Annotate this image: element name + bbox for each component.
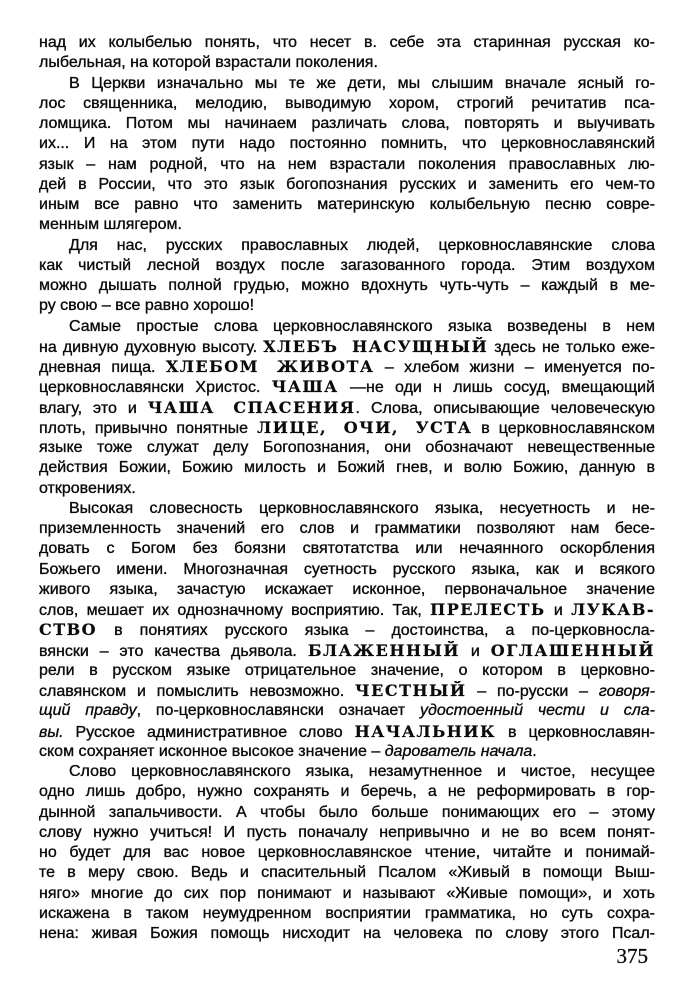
text-segment: .	[532, 742, 537, 760]
text-segment: дарователь начала	[384, 742, 533, 760]
text-segment: лос священника, мелодию, выводимую хором, строгий речитатив пса-	[39, 94, 655, 112]
text-segment: Слово церковнославянского языка, незамутненное и чистое, несущее	[69, 763, 655, 780]
text-line	[39, 803, 655, 823]
text-segment: как чистый лесной воздух после загазованного города. Этим воздухом	[39, 256, 655, 274]
text-line	[39, 843, 655, 863]
page-number: 375	[616, 944, 648, 968]
text-segment: одно лишь добро, нужно сохранять и беречь, а не реформировать в гор-	[39, 783, 655, 801]
text-segment: искажена в таком неумудренном восприятии грамматика, но суть сохра-	[39, 904, 655, 922]
text-segment: на дивную духовную высоту.	[39, 338, 264, 356]
text-line	[39, 661, 655, 681]
text-segment: живого языка, зачастую искажает исконное, первоначальное значение	[39, 580, 655, 598]
text-line	[39, 195, 655, 215]
text-line	[39, 884, 655, 904]
text-line	[39, 256, 655, 276]
text-segment: менным шлягером.	[39, 216, 182, 234]
text-segment: дынной запальчивости. А чтобы было больше понимающих его – этому	[39, 803, 655, 821]
text-segment: те в меру свою. Ведь и спасительный Псалом «Живый в помощи Выш-	[39, 864, 655, 882]
text-segment: но будет для вас новое церковнославянское чтение, читайте и понимай-	[39, 844, 655, 861]
text-line	[39, 479, 655, 499]
text-line	[39, 823, 655, 843]
text-line	[39, 357, 655, 377]
text-segment: щий правду	[39, 702, 137, 720]
text-segment: и	[545, 602, 572, 619]
church-slavonic-word: НАЧАЛЬНИК	[354, 721, 497, 741]
text-line	[39, 276, 655, 296]
church-slavonic-word: ХЛЕБОМ ЖИВОТА	[165, 357, 375, 376]
text-line	[39, 74, 655, 94]
text-line	[39, 681, 655, 701]
text-segment: откровениях.	[39, 479, 136, 497]
text-segment: ском сохраняет исконное высокое значение –	[39, 742, 385, 760]
church-slavonic-word: ЛИЦЕ, ОЧИ, УСТА	[257, 417, 473, 437]
text-segment: довать с Богом без боязни святотатства или нечаянного оскорбления	[39, 540, 655, 558]
text-segment: – по-русски –	[466, 683, 599, 700]
text-segment: в церковнославян-	[496, 723, 655, 741]
text-line	[39, 317, 655, 337]
text-segment: удостоенный чести и сла-	[420, 702, 655, 720]
text-segment: можно дышать полной грудью, можно вдохнуть чуть-чуть – каждый в ме-	[39, 277, 655, 294]
text-line	[39, 33, 655, 53]
text-segment: дневная пища.	[39, 359, 166, 376]
text-segment: в понятиях русского языка – достоинства, а по-церковносла-	[97, 622, 655, 640]
text-segment: нена: живая Божия помощь нисходит на человека по слову этого Псал-	[39, 925, 655, 942]
text-segment: Высокая словесность церковнославянского языка, несуетность и не-	[69, 499, 655, 517]
text-line	[39, 377, 655, 397]
text-segment: дей в России, что это язык богопознания русских и заменить его чем-то	[39, 175, 655, 193]
text-segment: язык – нам родной, что на нем взрастали поколения православных лю-	[39, 155, 655, 173]
text-line	[39, 924, 655, 944]
text-segment: приземленность значений его слов и грамматики позволяют нам бесе-	[39, 520, 655, 537]
text-line	[39, 94, 655, 114]
text-segment: вянски – это качества дьявола.	[39, 642, 308, 660]
text-line	[39, 438, 655, 458]
church-slavonic-word: ЧЕСТНЫЙ	[355, 681, 467, 700]
church-slavonic-word: СТВО	[39, 620, 98, 640]
text-line	[39, 53, 655, 73]
text-segment: вы.	[39, 723, 64, 741]
text-line	[39, 722, 655, 742]
text-segment: языке тоже служат делу Богопознания, они обозначают невещественные	[39, 439, 655, 456]
text-line	[39, 742, 655, 762]
text-line	[39, 418, 655, 438]
text-line	[39, 539, 655, 559]
text-segment: ру свою – все равно хорошо!	[39, 297, 255, 315]
text-line	[39, 114, 655, 134]
church-slavonic-word: ЧАША СПАСЕНИЯ	[147, 397, 356, 417]
text-segment: действия Божии, Божию милость и Божий гнев, и волю Божию, данную в	[39, 459, 655, 477]
text-segment: иным все равно что заменить материнскую колыбельную песню совре-	[39, 196, 655, 213]
text-segment: Божьего имени. Многозначная суетность русского языка, как и всякого	[39, 560, 655, 578]
text-line	[39, 519, 655, 539]
text-line	[39, 499, 655, 519]
church-slavonic-word: ЧАША	[271, 377, 339, 397]
text-segment: В Церкви изначально мы те же дети, мы слышим вначале ясный го-	[69, 74, 655, 92]
text-segment: в церковнославянском	[472, 419, 655, 437]
text-line	[39, 904, 655, 924]
text-line	[39, 296, 655, 316]
text-line	[39, 337, 655, 357]
text-segment: – хлебом жизни – именуется по-	[374, 359, 655, 376]
text-segment: Самые простые слова церковнославянского языка возведены в нем	[69, 317, 655, 335]
text-line	[39, 134, 655, 154]
text-segment: над их колыбелью понять, что несет в. себе эта старинная русская ко-	[39, 34, 655, 51]
church-slavonic-word: ХЛЕБЪ НАСУЩНЫЙ	[263, 336, 489, 356]
text-segment: —не оди н лишь сосуд, вмещающий	[338, 379, 655, 397]
text-line	[39, 398, 655, 418]
church-slavonic-word: ЛУКАВ-	[571, 600, 655, 619]
text-line	[39, 458, 655, 478]
text-line	[39, 620, 655, 640]
text-line	[39, 701, 655, 721]
text-line	[39, 600, 655, 620]
text-line	[39, 155, 655, 175]
text-segment: , по-церковнославянски означает	[136, 702, 420, 720]
text-line	[39, 215, 655, 235]
text-segment: рели в русском языке отрицательное значение, о котором в церковно-	[39, 661, 655, 679]
text-line	[39, 641, 655, 661]
text-segment: говоря-	[598, 683, 655, 700]
church-slavonic-word: ПРЕЛЕСТЬ	[430, 600, 546, 619]
text-line	[39, 863, 655, 883]
church-slavonic-word: БЛАЖЕННЫЙ	[307, 640, 460, 660]
text-segment: . Слова, описывающие человеческую	[355, 399, 655, 417]
text-segment: слов, мешает их однозначному восприятию. Так,	[39, 602, 431, 619]
text-line	[39, 175, 655, 195]
text-segment: и	[459, 642, 491, 660]
text-segment: их... И на этом пути надо постоянно помнить, что церковнославянский	[39, 135, 655, 153]
text-segment: славянском и помыслить невозможно.	[39, 683, 356, 700]
text-segment: здесь не только еже-	[488, 338, 655, 356]
text-segment: ломщика. Потом мы начинаем различать слова, повторять и выучивать	[39, 115, 655, 132]
text-segment: лыбельная, на которой взрастали поколения.	[39, 54, 378, 72]
church-slavonic-word: ОГЛАШЕННЫЙ	[490, 640, 655, 660]
text-segment: влагу, это и	[39, 399, 148, 417]
text-line	[39, 560, 655, 580]
text-segment: Для нас, русских православных людей, церковнославянские слова	[69, 236, 655, 254]
text-segment: церковнославянски Христос.	[39, 379, 272, 397]
text-line	[39, 762, 655, 782]
text-segment: слову нужно учиться! И пусть поначалу непривычно и не во всем понят-	[39, 823, 655, 841]
page-text	[39, 33, 655, 944]
text-segment: няго» многие до сих пор понимают и называют «Живые помощи», и хоть	[39, 884, 655, 902]
text-segment: плоть, привычно понятные	[39, 419, 258, 437]
text-line	[39, 782, 655, 802]
text-line	[39, 580, 655, 600]
text-line	[39, 236, 655, 256]
text-segment: Русское административное слово	[63, 723, 355, 741]
